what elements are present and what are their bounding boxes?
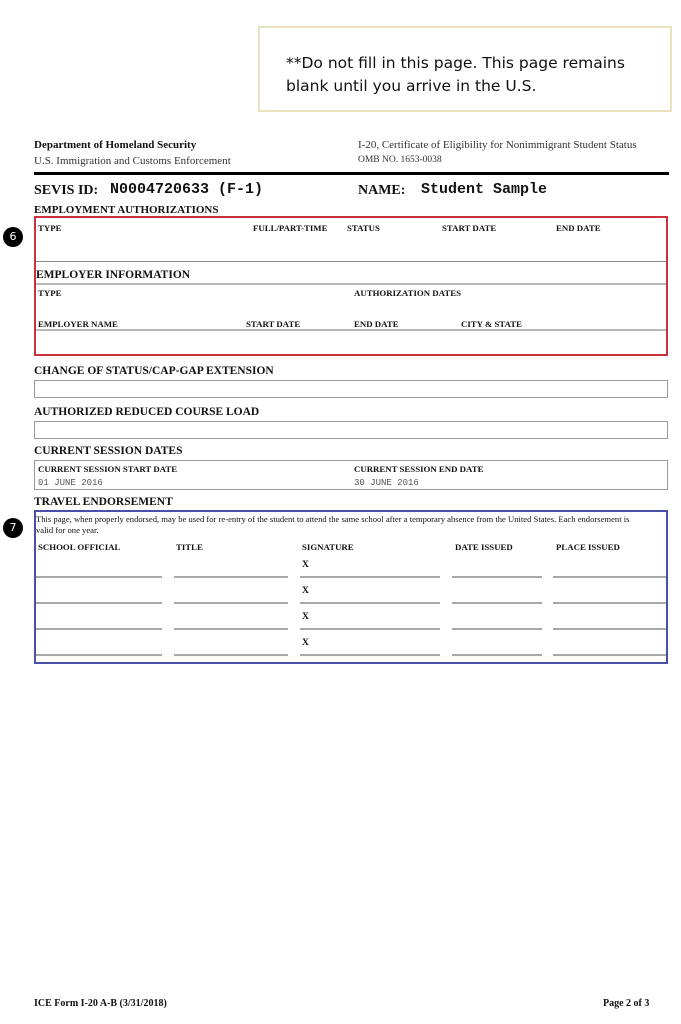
employment-row-divider [36,261,666,262]
date-issued-line[interactable] [452,628,542,630]
school-official-line[interactable] [36,576,162,578]
school-official-line[interactable] [36,628,162,630]
employment-col-start-date: START DATE [442,223,497,233]
employer-col-start-date: START DATE [246,319,301,329]
sevis-id-label: SEVIS ID: [34,183,99,198]
employer-col-end-date: END DATE [354,319,399,329]
place-issued-line[interactable] [553,628,666,630]
form-identifier: ICE Form I-20 A-B (3/31/2018) [34,998,167,1009]
employment-col-full-part-time: FULL/PART-TIME [253,223,328,233]
title-line[interactable] [174,654,288,656]
travel-col-place-issued: PLACE ISSUED [556,542,620,552]
signature-x-mark: X [302,638,309,648]
school-official-line[interactable] [36,602,162,604]
employment-col-type: TYPE [38,223,62,233]
employer-col-city-state: CITY & STATE [461,319,522,329]
employment-authorizations-title: EMPLOYMENT AUTHORIZATIONS [34,204,219,216]
change-of-status-title: CHANGE OF STATUS/CAP-GAP EXTENSION [34,365,274,377]
date-issued-line[interactable] [452,602,542,604]
step-7-badge: 7 [3,518,23,538]
header-divider [34,172,669,175]
session-end-value: 30 JUNE 2016 [354,478,419,488]
signature-x-mark: X [302,560,309,570]
employer-info-divider [36,283,666,285]
page-number: Page 2 of 3 [603,998,650,1009]
reduced-course-load-title: AUTHORIZED REDUCED COURSE LOAD [34,406,260,418]
session-end-label: CURRENT SESSION END DATE [354,464,484,474]
signature-line[interactable] [300,576,440,578]
school-official-line[interactable] [36,654,162,656]
employer-col-authorization-dates: AUTHORIZATION DATES [354,288,461,298]
employment-col-end-date: END DATE [556,223,601,233]
place-issued-line[interactable] [553,654,666,656]
signature-line[interactable] [300,602,440,604]
place-issued-line[interactable] [553,602,666,604]
travel-endorsement-description: This page, when properly endorsed, may be used for re-entry of the student to attend the same school after a temporary absence from the United States. Each endorsement is valid for one year. [36,514,630,535]
reduced-course-load-field [34,421,668,439]
change-of-status-field [34,380,668,398]
omb-number: OMB NO. 1653-0038 [358,155,442,165]
place-issued-line[interactable] [553,576,666,578]
travel-col-signature: SIGNATURE [302,542,354,552]
employer-col-type: TYPE [38,288,62,298]
employment-section-highlight [34,216,668,356]
signature-line[interactable] [300,654,440,656]
step-6-badge: 6 [3,227,23,247]
travel-col-date-issued: DATE ISSUED [455,542,513,552]
employer-col-employer-name: EMPLOYER NAME [38,319,118,329]
employer-columns-divider [36,329,666,331]
date-issued-line[interactable] [452,576,542,578]
travel-col-title: TITLE [176,542,203,552]
instruction-note-text: **Do not fill in this page. This page remains blank until you arrive in the U.S. [286,54,625,95]
signature-x-mark: X [302,612,309,622]
sub-agency-name: U.S. Immigration and Customs Enforcement [34,155,231,167]
title-line[interactable] [174,576,288,578]
session-start-value: 01 JUNE 2016 [38,478,103,488]
signature-line[interactable] [300,628,440,630]
title-line[interactable] [174,628,288,630]
employer-information-title: EMPLOYER INFORMATION [36,269,191,281]
student-name-value: Student Sample [421,181,548,198]
travel-col-school-official: SCHOOL OFFICIAL [38,542,121,552]
student-name-label: NAME: [358,183,406,198]
title-line[interactable] [174,602,288,604]
agency-name: Department of Homeland Security [34,139,197,151]
employment-col-status: STATUS [347,223,380,233]
signature-x-mark: X [302,586,309,596]
session-start-label: CURRENT SESSION START DATE [38,464,178,474]
travel-endorsement-title: TRAVEL ENDORSEMENT [34,496,173,508]
instruction-note [258,26,672,112]
form-title: I-20, Certificate of Eligibility for Nonimmigrant Student Status [358,139,637,151]
sevis-id-value: N0004720633 (F-1) [110,181,264,198]
date-issued-line[interactable] [452,654,542,656]
current-session-title: CURRENT SESSION DATES [34,445,183,457]
